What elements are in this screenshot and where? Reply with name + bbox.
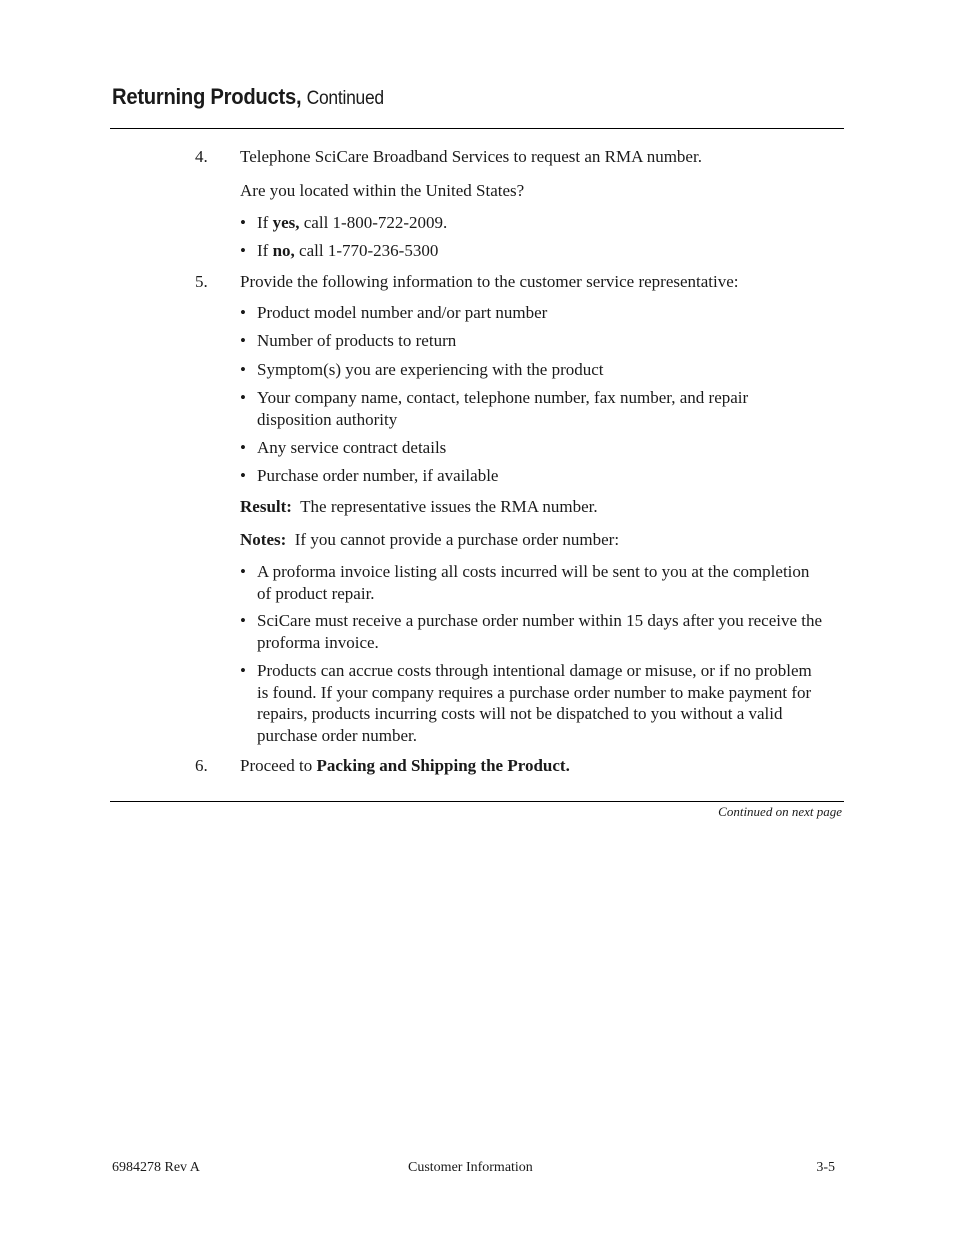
intl-phone: call 1-770-236-5300: [299, 241, 439, 260]
bullet-mark: •: [240, 466, 246, 485]
info-item: Number of products to return: [257, 331, 457, 350]
info-item: Your company name, contact, telephone number, fax number, and repair disposition authority: [257, 388, 749, 429]
packing-shipping-ref: Packing and Shipping the Product.: [316, 756, 570, 775]
note-item: SciCare must receive a purchase order number within 15 days after you receive the proforma invoice.: [257, 611, 823, 652]
bullet-mark: •: [240, 438, 246, 457]
bullet-mark: •: [240, 611, 246, 630]
bullet-mark: •: [240, 331, 246, 350]
bullet-mark: •: [240, 562, 246, 581]
notes-line: [240, 529, 619, 550]
result-line: [240, 496, 598, 517]
step-5-text: Provide the following information to the customer service representative:: [240, 272, 739, 291]
top-divider: [110, 128, 844, 129]
us-yes: yes,: [272, 213, 300, 232]
bullet-mark: •: [240, 303, 246, 322]
heading-continued: Continued: [306, 88, 384, 109]
result-label: Result:: [240, 497, 292, 516]
intl-phone-item: [257, 240, 827, 262]
bullet-mark: •: [240, 661, 246, 680]
us-phone: call 1-800-722-2009.: [303, 213, 448, 232]
step-6-text: [240, 755, 570, 776]
location-question: Are you located within the United States?: [240, 181, 525, 200]
footer-page-number: 3-5: [816, 1160, 835, 1175]
step-6-number: 6.: [195, 756, 208, 775]
bullet-mark: •: [240, 388, 246, 407]
continued-next-page: Continued on next page: [718, 804, 842, 819]
step-4-number: 4.: [195, 147, 208, 166]
page-heading: [112, 84, 384, 110]
step-6-prefix: Proceed to: [240, 756, 313, 775]
bullet-mark: •: [240, 360, 246, 379]
step-4-text: Telephone SciCare Broadband Services to request an RMA number.: [240, 147, 702, 166]
intl-no: no,: [272, 241, 295, 260]
note-item: A proforma invoice listing all costs incurred will be sent to you at the completion of product repair.: [257, 562, 810, 603]
heading-title: Returning Products,: [112, 84, 302, 109]
info-item: Any service contract details: [257, 438, 447, 457]
bottom-divider: [110, 801, 844, 802]
note-item: Products can accrue costs through intentional damage or misuse, or if no problem is found. If your company requires a purchase order number to make payment for repairs, products incurring costs will not be dispatched to you without a valid purchase order number.: [257, 661, 812, 745]
info-item: Symptom(s) you are experiencing with the product: [257, 360, 604, 379]
bullet-mark: •: [240, 213, 246, 232]
footer-section: Customer Information: [408, 1160, 533, 1175]
notes-label: Notes:: [240, 530, 287, 549]
footer-doc-number: 6984278 Rev A: [112, 1160, 200, 1175]
info-item: Purchase order number, if available: [257, 466, 499, 485]
intl-prefix: If: [257, 241, 269, 260]
us-phone-item: [257, 212, 827, 234]
result-text: The representative issues the RMA number.: [300, 497, 598, 516]
bullet-mark: •: [240, 241, 246, 260]
notes-text: If you cannot provide a purchase order number:: [294, 530, 620, 549]
us-prefix: If: [257, 213, 269, 232]
info-item: Product model number and/or part number: [257, 303, 548, 322]
step-5-number: 5.: [195, 272, 208, 291]
